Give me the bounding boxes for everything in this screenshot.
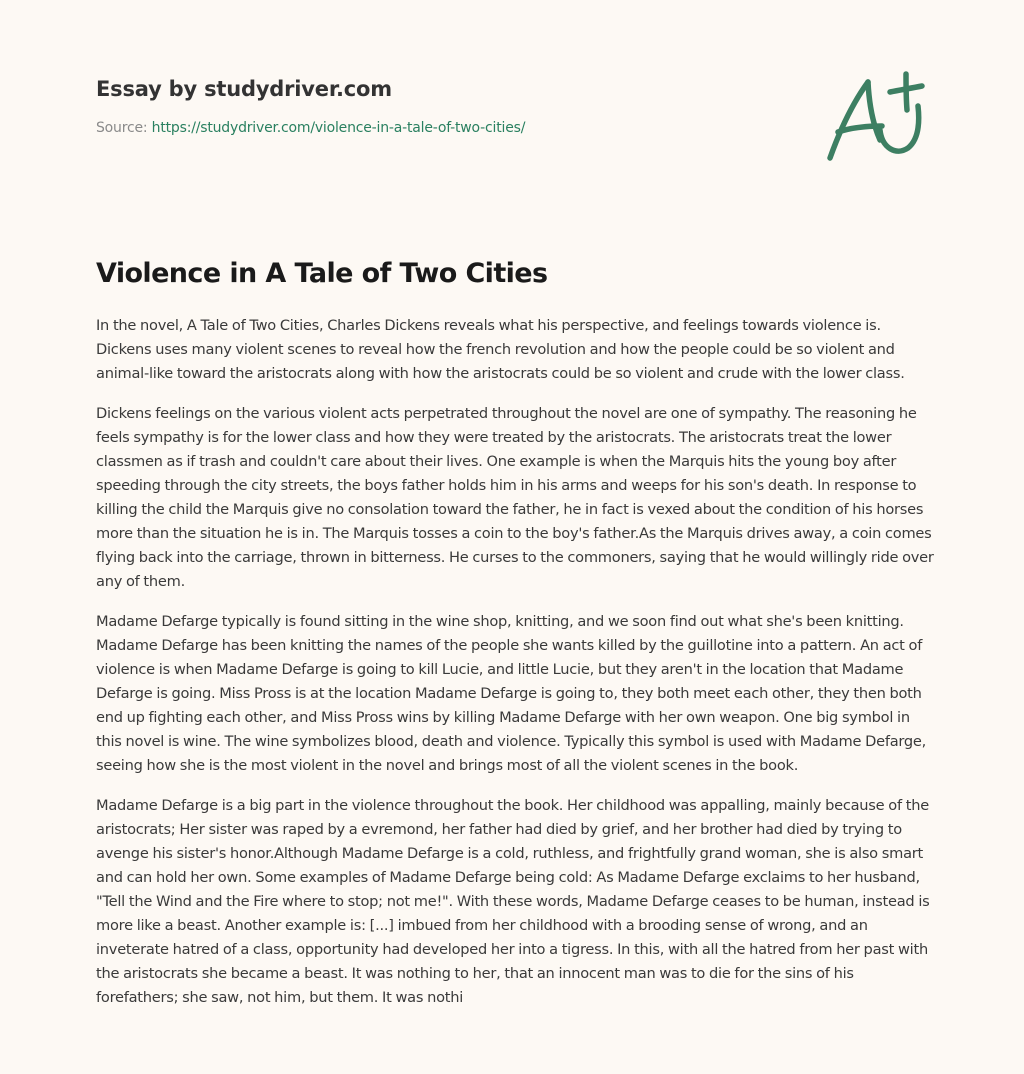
source-link[interactable]: https://studydriver.com/violence-in-a-tale-of-two-cities/ — [151, 120, 526, 136]
essay-body — [96, 314, 936, 1026]
essay-paragraph: In the novel, A Tale of Two Cities, Charles Dickens reveals what his perspective, and feelings towards violence is. Dickens uses many violent scenes to reveal how the french revolution and how the people could be so violent and animal-like toward the aristocrats along with how the aristocrats could be so violent and crude with the lower class. — [96, 317, 905, 382]
page-title: Violence in A Tale of Two Cities — [96, 258, 548, 289]
essay-paragraph: Madame Defarge typically is found sitting in the wine shop, knitting, and we soon find out what she's been knitting. Madame Defarge has been knitting the names of the people she wants killed by the guillotine into a pattern. An act of violence is when Madame Defarge is going to kill Lucie, and little Lucie, but they aren't in the location that Madame Defarge is going. Miss Pross is at the location Madame Defarge is going to, they both meet each other, they then both end up fighting each other, and Miss Pross wins by killing Madame Defarge with her own weapon. One big symbol in this novel is wine. The wine symbolizes blood, death and violence. Typically this symbol is used with Madame Defarge, seeing how she is the most violent in the novel and brings most of all the violent scenes in the book. — [96, 613, 927, 774]
source-label: Source: — [96, 120, 152, 136]
source-line — [96, 118, 928, 138]
essay-paragraph: Dickens feelings on the various violent acts perpetrated throughout the novel are one of sympathy. The reasoning he feels sympathy is for the lower class and how they were treated by the aristocrats. The aristocrats treat the lower classmen as if trash and couldn't care about their lives. One example is when the Marquis hits the young boy after speeding through the city streets, the boys father holds him in his arms and weeps for his son's death. In response to killing the child the Marquis give no consolation toward the father, he in fact is vexed about the condition of his horses more than the situation he is in. The Marquis tosses a coin to the boy's father.As the Marquis drives away, a coin comes flying back into the carriage, thrown in bitterness. He curses to the commoners, saying that he would willingly ride over any of them. — [96, 405, 934, 590]
a-plus-grade-icon — [822, 68, 928, 164]
essay-paragraph: Madame Defarge is a big part in the violence throughout the book. Her childhood was appalling, mainly because of the aristocrats; Her sister was raped by a evremond, her father had died by grief, and her brother had died by trying to avenge his sister's honor.Although Madame Defarge is a cold, ruthless, and frightfully grand woman, she is also smart and can hold her own. Some examples of Madame Defarge being cold: As Madame Defarge exclaims to her husband, "Tell the Wind and the Fire where to stop; not me!". With these words, Madame Defarge ceases to be human, instead is more like a beast. Another example is: [...] imbued from her childhood with a brooding sense of wrong, and an inveterate hatred of a class, opportunity had developed her into a tigress. In this, with all the hatred from her past with the aristocrats she became a beast. It was nothing to her, that an innocent man was to die for the sins of his forefathers; she saw, not him, but them. It was nothi — [96, 797, 930, 1006]
brand-title: Essay by studydriver.com — [96, 77, 392, 101]
essay-header — [96, 74, 928, 138]
